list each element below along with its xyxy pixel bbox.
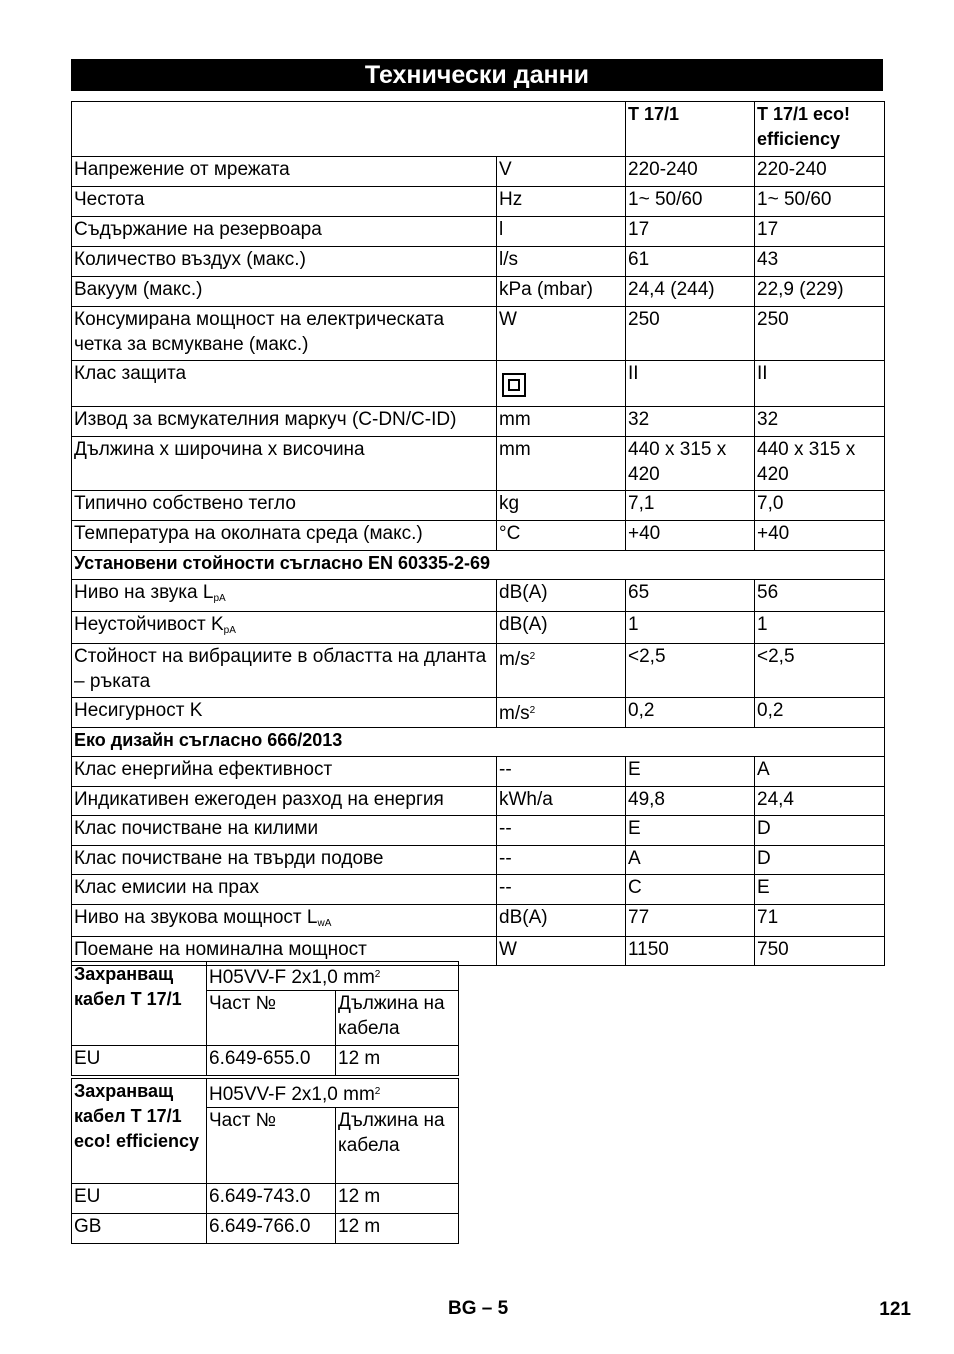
row-unit (497, 698, 626, 728)
row-unit-text: Hz (499, 189, 523, 210)
cable-col-length (336, 1108, 459, 1184)
table-row (72, 816, 885, 846)
row-label-text: Съдържание на резервоара (74, 219, 322, 240)
row-unit-text: kWh/a (499, 788, 553, 810)
row-label-text: Стойност на вибрациите в областта на дланта – ръката (74, 646, 487, 692)
table-row (72, 875, 885, 905)
row-value-model-1 (626, 936, 755, 966)
row-value-model-2-text: <2,5 (757, 646, 795, 667)
row-label-text: Клас емисии на прах (74, 877, 260, 898)
row-unit (497, 580, 626, 612)
row-unit (497, 247, 626, 277)
section-heading-text: Установени стойности съгласно EN 60335-2-69 (74, 553, 491, 573)
row-value-model-1-text: 7,1 (628, 493, 655, 514)
table-row (72, 698, 885, 728)
row-value-model-1-text: 17 (628, 219, 650, 240)
cable-region-text: EU (74, 1048, 101, 1069)
row-unit-text: °C (499, 523, 521, 544)
row-value-model-1-text: 32 (628, 409, 650, 430)
row-value-model-2-text: 17 (757, 219, 779, 240)
row-unit-text: -- (499, 877, 512, 898)
cable-col-part (207, 1108, 336, 1184)
cable-part-number-text: 6.649-766.0 (209, 1216, 311, 1237)
row-label-text: Клас защита (74, 363, 187, 384)
row-label-text: Количество въздух (макс.) (74, 249, 306, 270)
row-label (72, 491, 497, 521)
header-model-2: T 17/1 eco! efficiency (755, 102, 885, 157)
row-value-model-2 (755, 217, 885, 247)
row-unit-text: dB(A) (499, 614, 548, 635)
row-value-model-1 (626, 845, 755, 875)
row-value-model-1-text: II (628, 363, 639, 384)
table-row (72, 757, 885, 787)
row-value-model-2 (755, 277, 885, 307)
header-empty-cell (72, 102, 626, 157)
row-unit-text: dB(A) (499, 906, 548, 928)
row-label (72, 361, 497, 407)
table-row (72, 644, 885, 698)
cable-part-number-text: 6.649-655.0 (209, 1048, 311, 1069)
row-value-model-1 (626, 307, 755, 361)
row-unit (497, 757, 626, 787)
row-value-model-1 (626, 277, 755, 307)
row-value-model-2-text: 22,9 (229) (757, 279, 844, 300)
row-value-model-1-text: 1150 (628, 938, 669, 960)
row-value-model-2 (755, 875, 885, 905)
row-value-model-1 (626, 361, 755, 407)
row-unit (497, 845, 626, 875)
cable-length (336, 1046, 459, 1076)
row-label-text: Консумирана мощност на електрическата четка за всмукване (макс.) (74, 309, 445, 355)
table-row (72, 491, 885, 521)
row-label-text: Ниво на звукова мощност L (74, 906, 318, 928)
row-value-model-1-text: 220-240 (628, 159, 698, 180)
row-value-model-1 (626, 521, 755, 551)
table-row (72, 247, 885, 277)
cable-row (72, 1214, 459, 1244)
row-value-model-2 (755, 521, 885, 551)
row-value-model-1 (626, 491, 755, 521)
row-unit-text: -- (499, 847, 512, 869)
row-value-model-2 (755, 491, 885, 521)
table-row (72, 904, 885, 936)
row-unit-text: dB(A) (499, 582, 548, 603)
cable-region-text: EU (74, 1186, 101, 1207)
cable-row (72, 1184, 459, 1214)
row-unit-text: l (499, 219, 504, 240)
row-value-model-2 (755, 157, 885, 187)
cable-type-row (72, 962, 459, 991)
row-unit (497, 491, 626, 521)
section-heading-text: Еко дизайн съгласно 666/2013 (74, 730, 343, 750)
cable-type (207, 962, 459, 991)
row-value-model-2-text: 0,2 (757, 700, 784, 721)
row-label (72, 157, 497, 187)
row-unit (497, 437, 626, 491)
row-value-model-2 (755, 904, 885, 936)
row-unit (497, 644, 626, 698)
row-unit (497, 816, 626, 846)
cable-col-length-text: Дължина на кабела (338, 993, 445, 1039)
row-label-text: Клас почистване на килими (74, 818, 319, 839)
cable-part-number-text: 6.649-743.0 (209, 1186, 311, 1207)
section-heading (72, 728, 885, 757)
row-value-model-2 (755, 698, 885, 728)
row-value-model-1-text: 1 (628, 614, 639, 635)
row-label (72, 437, 497, 491)
row-label (72, 644, 497, 698)
cable-region (72, 1214, 207, 1244)
cable-table-1 (71, 961, 459, 1076)
row-label (72, 875, 497, 905)
table-row (72, 437, 885, 491)
row-label (72, 698, 497, 728)
row-label-text: Напрежение от мрежата (74, 159, 290, 180)
row-value-model-2 (755, 845, 885, 875)
cable-type-superscript: 2 (374, 1086, 381, 1097)
cable-col-part (207, 991, 336, 1046)
row-label (72, 757, 497, 787)
row-value-model-2-text: 43 (757, 249, 779, 270)
cable-type-text: H05VV-F 2x1,0 mm (209, 1084, 375, 1105)
cable-length-text: 12 m (338, 1048, 381, 1069)
protection-class-ii-icon (502, 373, 526, 397)
row-unit (497, 407, 626, 437)
row-label-text: Дължина х широчина х височина (74, 439, 365, 460)
table-row (72, 786, 885, 816)
cable-table-2 (71, 1078, 459, 1244)
row-value-model-2-text: 7,0 (757, 493, 784, 514)
cable-heading-text: Захранващ кабел T 17/1 eco! efficiency (74, 1081, 200, 1151)
cable-heading-text: Захранващ кабел T 17/1 (74, 964, 182, 1009)
row-value-model-1-text: 65 (628, 582, 650, 603)
row-value-model-1 (626, 757, 755, 787)
cable-type-superscript: 2 (374, 969, 381, 980)
table-header-row (72, 102, 885, 157)
row-value-model-1 (626, 247, 755, 277)
row-value-model-2 (755, 307, 885, 361)
row-value-model-2 (755, 187, 885, 217)
row-value-model-2 (755, 247, 885, 277)
row-unit-text: kg (499, 493, 520, 514)
row-label (72, 816, 497, 846)
row-value-model-2 (755, 407, 885, 437)
table-row (72, 187, 885, 217)
row-unit-text: V (499, 159, 512, 180)
row-label-text: Клас енергийна ефективност (74, 759, 333, 780)
cable-type (207, 1079, 459, 1108)
row-unit (497, 217, 626, 247)
cable-type-text: H05VV-F 2x1,0 mm (209, 967, 375, 988)
section-header-row (72, 728, 885, 757)
row-label-text: Типично собствено тегло (74, 493, 296, 514)
row-value-model-1-text: 1~ 50/60 (628, 189, 703, 210)
table-row (72, 157, 885, 187)
row-unit-text: kPa (mbar) (499, 279, 593, 300)
table-row (72, 307, 885, 361)
row-value-model-2-text: 250 (757, 309, 789, 330)
row-unit (497, 157, 626, 187)
row-label-text: Индикативен ежегоден разход на енергия (74, 788, 444, 810)
row-value-model-1-text: C (628, 877, 642, 898)
cable-length (336, 1214, 459, 1244)
row-unit (497, 612, 626, 644)
row-label-text: Неустойчивост K (74, 614, 224, 635)
row-value-model-1-text: 24,4 (244) (628, 279, 715, 300)
header-model-1: T 17/1 (626, 102, 755, 157)
row-unit-text: l/s (499, 249, 518, 270)
row-value-model-2 (755, 644, 885, 698)
row-value-model-2-text: 1 (757, 614, 768, 635)
row-unit-text: W (499, 938, 517, 960)
row-value-model-1 (626, 407, 755, 437)
row-unit-text: -- (499, 759, 512, 780)
cable-part-number (207, 1046, 336, 1076)
row-value-model-1-text: 0,2 (628, 700, 655, 721)
row-unit-text: -- (499, 818, 512, 839)
section-header-row (72, 551, 885, 580)
cable-part-number (207, 1184, 336, 1214)
row-value-model-1 (626, 187, 755, 217)
row-unit (497, 521, 626, 551)
table-row (72, 361, 885, 407)
row-value-model-1 (626, 157, 755, 187)
row-value-model-1 (626, 644, 755, 698)
row-label-text: Клас почистване на твърди подове (74, 847, 384, 869)
cable-region (72, 1184, 207, 1214)
row-label-text: Температура на околната среда (макс.) (74, 523, 423, 544)
row-value-model-2 (755, 437, 885, 491)
row-value-model-2-text: D (757, 818, 771, 839)
row-value-model-2-text: 24,4 (757, 788, 794, 810)
table-row (72, 407, 885, 437)
row-label-text: Ниво на звука L (74, 582, 214, 603)
row-value-model-2-text: 750 (757, 938, 789, 960)
row-unit (497, 277, 626, 307)
cable-length-text: 12 m (338, 1186, 381, 1207)
row-value-model-2 (755, 580, 885, 612)
row-value-model-1 (626, 816, 755, 846)
row-value-model-2-text: A (757, 759, 770, 780)
row-label (72, 307, 497, 361)
section-heading (72, 551, 885, 580)
unit-superscript: 2 (529, 705, 536, 716)
cable-col-length-text: Дължина на кабела (338, 1110, 445, 1156)
table-row (72, 277, 885, 307)
row-unit (497, 936, 626, 966)
row-unit (497, 187, 626, 217)
row-value-model-2-text: 32 (757, 409, 779, 430)
table-row (72, 580, 885, 612)
table-row (72, 612, 885, 644)
row-label-text: Вакуум (макс.) (74, 279, 203, 300)
footer-page-number: 121 (879, 1299, 911, 1320)
row-label (72, 407, 497, 437)
row-value-model-2-text: 1~ 50/60 (757, 189, 832, 210)
row-value-model-2-text: 56 (757, 582, 779, 603)
cable-row (72, 1046, 459, 1076)
tech-data-table (71, 101, 885, 966)
row-label-text: Извод за всмукателния маркуч (C-DN/C-ID) (74, 409, 457, 430)
row-value-model-1 (626, 217, 755, 247)
row-value-model-2 (755, 612, 885, 644)
row-value-model-1 (626, 875, 755, 905)
row-unit (497, 904, 626, 936)
cable-col-part-text: Част № (209, 1110, 277, 1131)
row-value-model-2 (755, 786, 885, 816)
row-label (72, 247, 497, 277)
row-value-model-2-text: +40 (757, 523, 790, 544)
row-value-model-1-text: 61 (628, 249, 650, 270)
row-value-model-1-text: A (628, 847, 641, 869)
row-unit (497, 361, 626, 407)
row-unit (497, 786, 626, 816)
row-value-model-2-text: II (757, 363, 768, 384)
row-label (72, 187, 497, 217)
cable-region-text: GB (74, 1216, 102, 1237)
page-title: Технически данни (71, 59, 883, 91)
row-label (72, 217, 497, 247)
row-value-model-1-text: +40 (628, 523, 661, 544)
label-subscript: wA (317, 917, 332, 929)
row-value-model-2-text: E (757, 877, 770, 898)
table-row (72, 217, 885, 247)
row-unit-text: mm (499, 409, 531, 430)
row-value-model-1-text: E (628, 759, 641, 780)
cable-col-length (336, 991, 459, 1046)
row-label (72, 521, 497, 551)
row-unit-text: m/s (499, 703, 530, 724)
table-row (72, 521, 885, 551)
row-value-model-2 (755, 361, 885, 407)
row-value-model-2-text: 71 (757, 906, 779, 928)
row-unit-text: mm (499, 439, 531, 460)
row-value-model-2 (755, 757, 885, 787)
row-value-model-1-text: 250 (628, 309, 660, 330)
table-row (72, 845, 885, 875)
row-label (72, 845, 497, 875)
row-label-text: Поемане на номинална мощност (74, 938, 367, 960)
row-label (72, 904, 497, 936)
row-value-model-1 (626, 437, 755, 491)
row-value-model-1-text: E (628, 818, 641, 839)
footer-section-code: BG – 5 (448, 1298, 509, 1319)
cable-heading (72, 1079, 207, 1184)
row-value-model-2 (755, 936, 885, 966)
row-label (72, 786, 497, 816)
cable-col-part-text: Част № (209, 993, 277, 1014)
row-label (72, 580, 497, 612)
cable-length-text: 12 m (338, 1216, 381, 1237)
row-value-model-2-text: D (757, 847, 771, 869)
row-value-model-2-text: 220-240 (757, 159, 827, 180)
row-label (72, 612, 497, 644)
row-value-model-1 (626, 786, 755, 816)
label-subscript: pA (213, 593, 226, 604)
row-value-model-2 (755, 816, 885, 846)
row-label (72, 277, 497, 307)
cable-part-number (207, 1214, 336, 1244)
cable-region (72, 1046, 207, 1076)
row-value-model-1 (626, 580, 755, 612)
row-value-model-1-text: 440 x 315 x 420 (628, 439, 727, 485)
row-unit-text: m/s (499, 649, 530, 670)
row-label-text: Несигурност K (74, 700, 203, 721)
cable-length (336, 1184, 459, 1214)
row-label-text: Честота (74, 189, 145, 210)
cable-type-row (72, 1079, 459, 1108)
row-unit (497, 875, 626, 905)
row-unit (497, 307, 626, 361)
row-value-model-1 (626, 904, 755, 936)
row-value-model-1-text: 77 (628, 906, 650, 928)
row-value-model-1 (626, 612, 755, 644)
unit-superscript: 2 (529, 651, 536, 662)
label-subscript: pA (223, 625, 236, 636)
cable-heading (72, 962, 207, 1046)
row-value-model-1-text: <2,5 (628, 646, 666, 667)
row-unit-text: W (499, 309, 517, 330)
row-value-model-1 (626, 698, 755, 728)
row-value-model-2-text: 440 x 315 x 420 (757, 439, 856, 485)
row-value-model-1-text: 49,8 (628, 788, 665, 810)
